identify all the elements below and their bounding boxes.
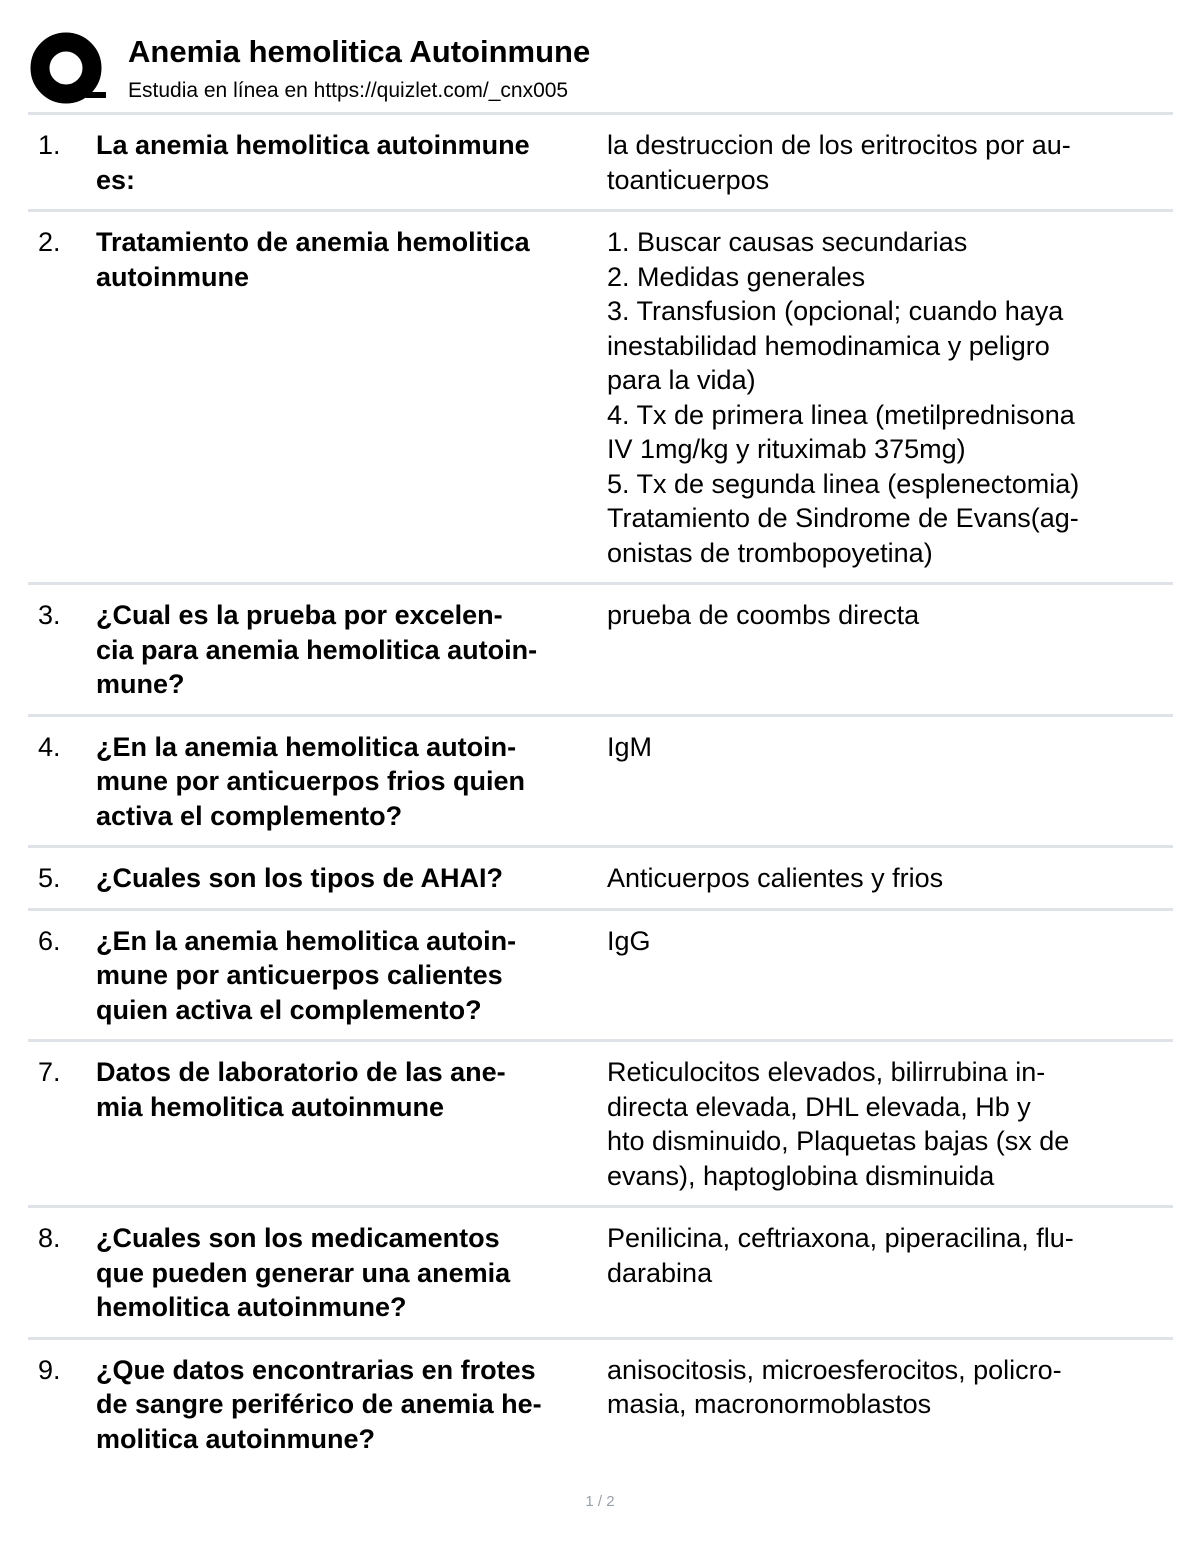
quizlet-logo-icon xyxy=(30,32,106,108)
question-line: mune por anticuerpos frios quien xyxy=(96,766,526,796)
question-line: autoinmune xyxy=(96,261,249,292)
answer-line: Penilicina, ceftriaxona, piperacilina, flu- xyxy=(607,1223,1074,1253)
answer-line: prueba de coombs directa xyxy=(607,600,920,630)
answer-line: 2. Medidas generales xyxy=(607,261,866,292)
question-line: cia para anemia hemolitica autoin- xyxy=(96,634,538,665)
answer-line: Anticuerpos calientes y frios xyxy=(607,863,944,893)
question-line: ¿Cuales son los tipos de AHAI? xyxy=(96,863,504,893)
answer-line: inestabilidad hemodinamica y peligro xyxy=(607,330,1050,361)
answer-line: IgM xyxy=(607,731,653,762)
question-line: mune por anticuerpos calientes xyxy=(96,960,503,990)
question-line: ¿Cual es la prueba por excelen- xyxy=(96,600,503,630)
question-line: Datos de laboratorio de las ane- xyxy=(96,1057,506,1087)
answer-line: masia, macronormoblastos xyxy=(607,1389,932,1419)
card-answer xyxy=(607,924,1173,1040)
answer-line: 1. Buscar causas secundarias xyxy=(607,227,968,257)
card-number: 7. xyxy=(38,1057,61,1087)
flashcard-row xyxy=(28,112,1173,209)
answer-line: para la vida) xyxy=(607,365,756,395)
card-answer xyxy=(607,225,1173,582)
question-line: Tratamiento de anemia hemolitica xyxy=(96,227,530,257)
answer-line: onistas de trombopoyetina) xyxy=(607,537,933,568)
answer-line: 3. Transfusion (opcional; cuando haya xyxy=(607,296,1064,326)
answer-line: Tratamiento de Sindrome de Evans(ag- xyxy=(607,503,1079,533)
answer-line: 4. Tx de primera linea (metilprednisona xyxy=(607,399,1075,430)
card-question xyxy=(96,1353,607,1469)
card-number: 8. xyxy=(38,1223,61,1253)
card-answer xyxy=(607,1353,1173,1469)
flashcard-row xyxy=(28,714,1173,846)
page-title: Anemia hemolitica Autoinmune xyxy=(128,34,591,69)
answer-line: darabina xyxy=(607,1257,713,1288)
card-question xyxy=(96,730,607,846)
question-line: molitica autoinmune? xyxy=(96,1423,376,1454)
card-question xyxy=(96,128,607,209)
card-number: 1. xyxy=(38,130,61,160)
question-line: quien activa el complemento? xyxy=(96,994,482,1025)
answer-line: toanticuerpos xyxy=(607,164,770,195)
question-line: que pueden generar una anemia xyxy=(96,1257,511,1288)
question-line: mia hemolitica autoinmune xyxy=(96,1091,445,1122)
card-number: 6. xyxy=(38,925,61,956)
answer-line: IV 1mg/kg y rituximab 375mg) xyxy=(607,434,966,464)
card-answer xyxy=(607,1055,1173,1205)
header xyxy=(28,28,1172,112)
question-line: ¿Que datos encontrarias en frotes xyxy=(96,1354,536,1385)
question-line: hemolitica autoinmune? xyxy=(96,1292,407,1322)
question-line: de sangre periférico de anemia he- xyxy=(96,1389,542,1419)
card-number: 9. xyxy=(38,1354,61,1385)
card-answer xyxy=(607,1221,1173,1337)
answer-line: IgG xyxy=(607,925,651,956)
answer-line: la destruccion de los eritrocitos por au- xyxy=(607,130,1071,160)
question-line: ¿Cuales son los medicamentos xyxy=(96,1223,500,1253)
question-line: ¿En la anemia hemolitica autoin- xyxy=(96,925,517,956)
card-number: 2. xyxy=(38,227,61,257)
question-line: La anemia hemolitica autoinmune xyxy=(96,130,530,160)
answer-line: directa elevada, DHL elevada, Hb y xyxy=(607,1091,1031,1122)
flashcard-row xyxy=(28,582,1173,714)
page-indicator: 1 / 2 xyxy=(585,1493,615,1510)
card-answer xyxy=(607,730,1173,846)
question-line: mune? xyxy=(96,669,185,699)
question-line: es: xyxy=(96,164,136,195)
card-number: 3. xyxy=(38,600,61,630)
flashcard-row xyxy=(28,845,1173,908)
card-answer xyxy=(607,861,1173,908)
card-number: 5. xyxy=(38,863,61,893)
flashcard-row xyxy=(28,1337,1173,1469)
flashcard-row xyxy=(28,1039,1173,1205)
question-line: ¿En la anemia hemolitica autoin- xyxy=(96,731,517,762)
card-question xyxy=(96,225,607,582)
card-number: 4. xyxy=(38,731,61,762)
answer-line: hto disminuido, Plaquetas bajas (sx de xyxy=(607,1126,1070,1156)
study-online-link[interactable]: Estudia en línea en https://quizlet.com/_cnx005 xyxy=(128,79,569,102)
answer-line: Reticulocitos elevados, bilirrubina in- xyxy=(607,1057,1046,1087)
card-answer xyxy=(607,128,1173,209)
card-question xyxy=(96,1055,607,1205)
answer-line: anisocitosis, microesferocitos, policro- xyxy=(607,1354,1062,1385)
card-question xyxy=(96,924,607,1040)
card-answer xyxy=(607,598,1173,714)
card-question xyxy=(96,598,607,714)
question-line: activa el complemento? xyxy=(96,800,403,831)
card-question xyxy=(96,1221,607,1337)
card-question xyxy=(96,861,607,908)
flashcard-row xyxy=(28,1205,1173,1337)
flashcard-table xyxy=(28,112,1173,1468)
answer-line: evans), haptoglobina disminuida xyxy=(607,1160,995,1191)
flashcard-row xyxy=(28,209,1173,582)
answer-line: 5. Tx de segunda linea (esplenectomia) xyxy=(607,468,1080,499)
flashcard-row xyxy=(28,908,1173,1040)
